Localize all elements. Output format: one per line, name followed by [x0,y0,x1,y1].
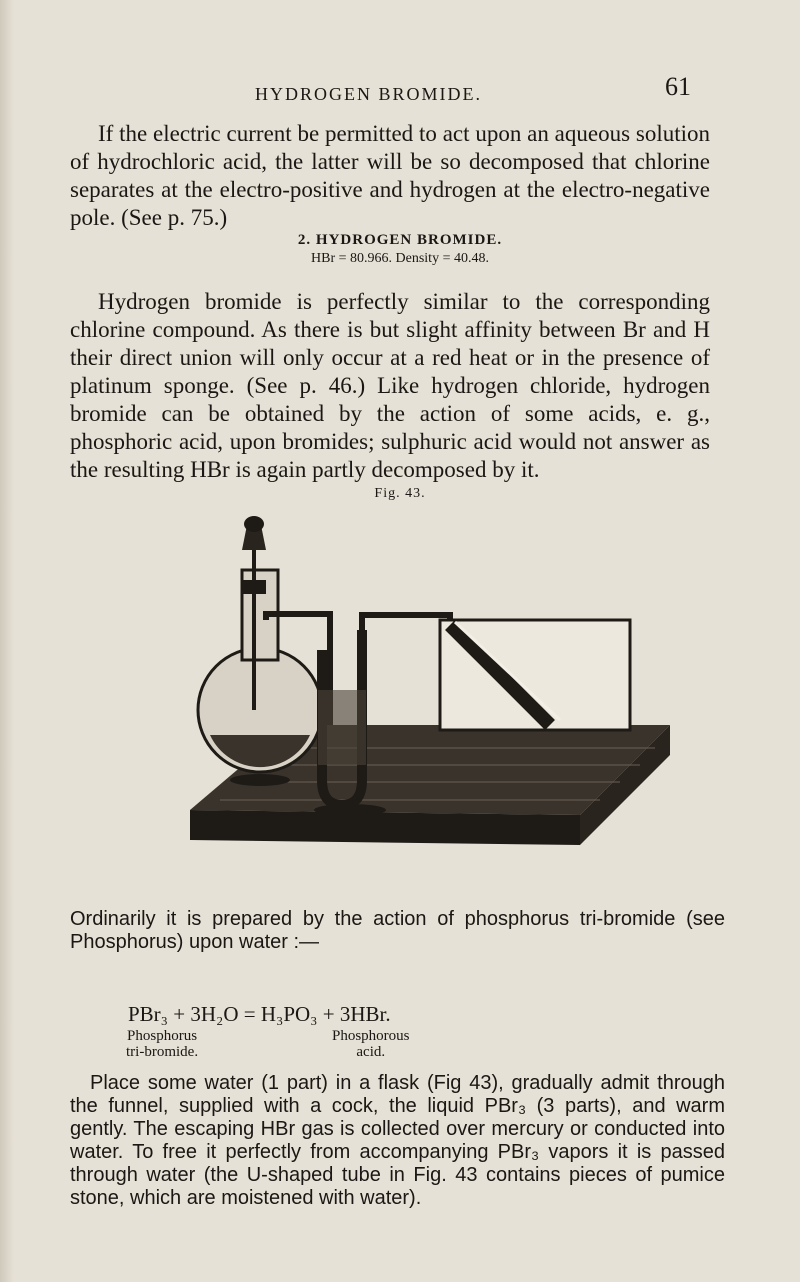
running-title: HYDROGEN BROMIDE. [255,84,482,104]
page-number: 61 [665,72,691,101]
body-text: Hydrogen bromide is perfectly similar to the corresponding chlorine compound. As there is but slight affinity between Br and H their direct union will only occur at a red heat or in the presence of platinum sponge. (See p. 46.) Like hydrogen chloride, hydrogen bromide can be obtained by the action of some acids, e. g., phosphoric acid, upon bromides; sulphuric acid would not answer as the resulting HBr is again partly decomposed by it. [70,289,710,482]
outlet-tube-upper [362,615,450,630]
figure-label: Fig. 43. [374,486,426,501]
funnel-stopcock [242,580,266,594]
equation-text: PBr₃ + 3H₂O = H₃PO₃ + 3HBr. [128,1002,391,1026]
pumice-fill [318,690,366,765]
final-text: Place some water (1 part) in a flask (Fig 43), gradually admit through the funnel, supplied with a cock, the liquid PBr₃ (3 parts), and warm gently. The escaping HBr gas is collected over mercury or conducted into water. To free it perfectly from accompanying PBr₃ vapors it is passed through water (the U-shaped tube in Fig. 43 contains pieces of pumice stone, which are moistened with water). [70,1072,725,1209]
caption-left-line-2: tri-bromide. [126,1044,199,1060]
section-heading-block [0,232,800,267]
funnel-top [244,516,264,532]
caption-right-line-2: acid. [356,1044,386,1060]
preparation-paragraph [70,908,725,954]
preparation-text: Ordinarily it is prepared by the action of phosphorus tri-bromide (see Phosphorus) upon water :— [70,908,725,953]
figure-43-apparatus [150,510,680,860]
equation-caption-right [332,1028,410,1060]
caption-left-line-1: Phosphorus [127,1028,198,1044]
body-paragraph [70,288,710,484]
base-plate-front [190,810,580,845]
equation-caption-left [126,1028,198,1060]
u-tube-stand [314,804,386,816]
page-edge-shadow [0,0,14,1282]
caption-right-line-1: Phosphorous [332,1028,410,1044]
section-heading: 2. HYDROGEN BROMIDE. [297,232,503,248]
final-paragraph [70,1072,725,1210]
section-formula-line: HBr = 80.966. Density = 40.48. [311,251,489,266]
intro-text: If the electric current be permitted to act upon an aqueous solution of hydrochloric acid, the latter will be so decomposed that chlorine separates at the electro-positive and hydrogen at the electro-negative pole. (See p. 75.) [70,121,710,230]
intro-paragraph [70,120,710,232]
flask-stand [230,774,290,786]
